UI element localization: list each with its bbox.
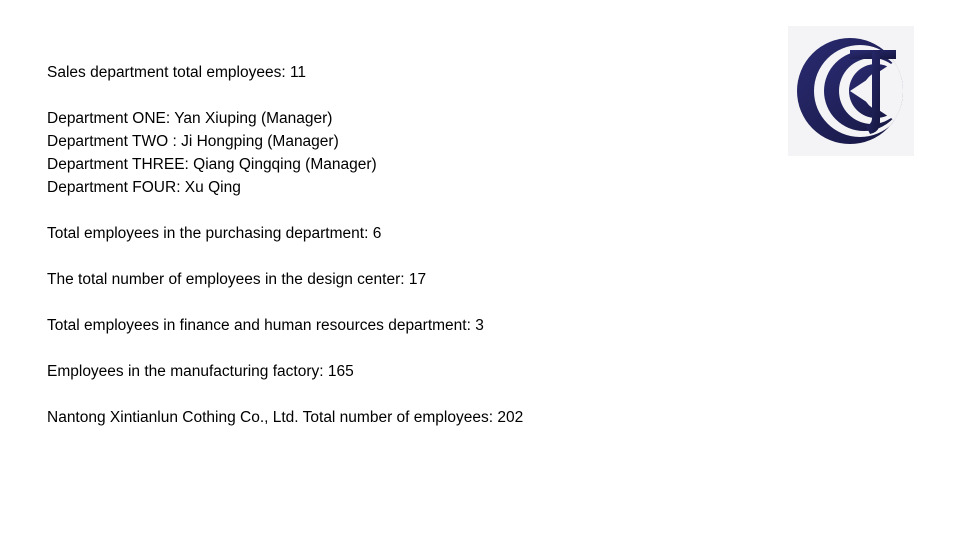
finance-hr-total-line: Total employees in finance and human resources department: 3 [47,317,484,334]
company-logo [788,26,914,156]
purchasing-total-line: Total employees in the purchasing department: 6 [47,225,382,242]
company-total-line: Nantong Xintianlun Cothing Co., Ltd. Total number of employees: 202 [47,409,524,426]
employee-summary [47,61,727,429]
spacer [47,245,727,268]
spacer [47,291,727,314]
department-three-line: Department THREE: Qiang Qingqing (Manager) [47,156,377,173]
manufacturing-total-line: Employees in the manufacturing factory: 165 [47,363,354,380]
design-center-total-line: The total number of employees in the design center: 17 [47,271,427,288]
company-logo-icon [788,26,914,156]
spacer [47,337,727,360]
spacer [47,84,727,107]
department-two-line: Department TWO : Ji Hongping (Manager) [47,133,339,150]
department-four-line: Department FOUR: Xu Qing [47,179,241,196]
department-one-line: Department ONE: Yan Xiuping (Manager) [47,110,333,127]
spacer [47,383,727,406]
spacer [47,199,727,222]
sales-total-line: Sales department total employees: 11 [47,64,307,81]
